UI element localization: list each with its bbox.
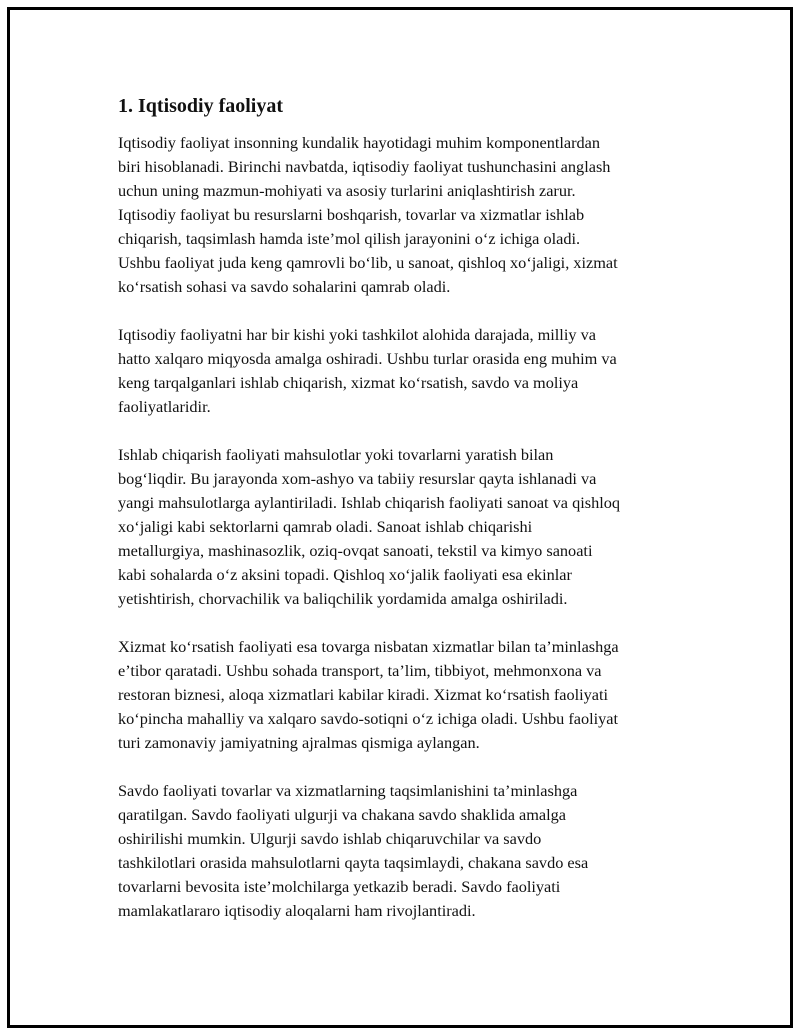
paragraph-4: Xizmat ko‘rsatish faoliyati esa tovarga nisbatan xizmatlar bilan ta’minlashga e’tibor qaratadi. Ushbu sohada transport, ta’lim, tibbiyot, mehmonxona va restoran biznesi, aloqa xizmatlari kabilar kiradi. Xizmat ko‘rsatish faoliyati ko‘pincha mahalliy va xalqaro savdo-sotiqni o‘z ichiga oladi. Ushbu faoliyat turi zamonaviy jamiyatning ajralmas qismiga aylangan. — [118, 637, 619, 752]
paragraph-5: Savdo faoliyati tovarlar va xizmatlarning taqsimlanishini ta’minlashga qaratilgan. Savdo faoliyati ulgurji va chakana savdo shaklida amalga oshirilishi mumkin. Ulgurji savdo ishlab chiqaruvchilar va savdo tashkilotlari orasida mahsulotlarni qayta taqsimlaydi, chakana savdo esa tovarlarni bevosita iste’molchilarga yetkazib beradi. Savdo faoliyati mamlakatlararo iqtisodiy aloqalarni ham rivojlantiradi. — [118, 781, 589, 920]
document-body — [118, 94, 688, 947]
section-heading: 1. Iqtisodiy faoliyat — [118, 95, 284, 117]
paragraph-2: Iqtisodiy faoliyatni har bir kishi yoki tashkilot alohida darajada, milliy va hatto xalqaro miqyosda amalga oshiradi. Ushbu turlar orasida eng muhim va keng tarqalganlari ishlab chiqarish, xizmat ko‘rsatish, savdo va moliya faoliyatlaridir. — [118, 325, 617, 416]
paragraph-3: Ishlab chiqarish faoliyati mahsulotlar yoki tovarlarni yaratish bilan bog‘liqdir. Bu jarayonda xom-ashyo va tabiiy resurslar qayta ishlanadi va yangi mahsulotlarga aylantiriladi. Ishlab chiqarish faoliyati sanoat va qishloq xo‘jaligi kabi sektorlarni qamrab oladi. Sanoat ishlab chiqarishi metallurgiya, mashinasozlik, oziq-ovqat sanoati, tekstil va kimyo sanoati kabi sohalarda o‘z aksini topadi. Qishloq xo‘jalik faoliyati esa ekinlar yetishtirish, chorvachilik va baliqchilik yordamida amalga oshiriladi. — [118, 445, 621, 608]
paragraph-1: Iqtisodiy faoliyat insonning kundalik hayotidagi muhim komponentlardan biri hisoblanadi. Birinchi navbatda, iqtisodiy faoliyat tushunchasini anglash uchun uning mazmun-mohiyati va asosiy turlarini aniqlashtirish zarur. Iqtisodiy faoliyat bu resurslarni boshqarish, tovarlar va xizmatlar ishlab chiqarish, taqsimlash hamda iste’mol qilish jarayonini o‘z ichiga oladi. Ushbu faoliyat juda keng qamrovli bo‘lib, u sanoat, qishloq xo‘jaligi, xizmat ko‘rsatish sohasi va savdo sohalarini qamrab oladi. — [118, 133, 618, 296]
